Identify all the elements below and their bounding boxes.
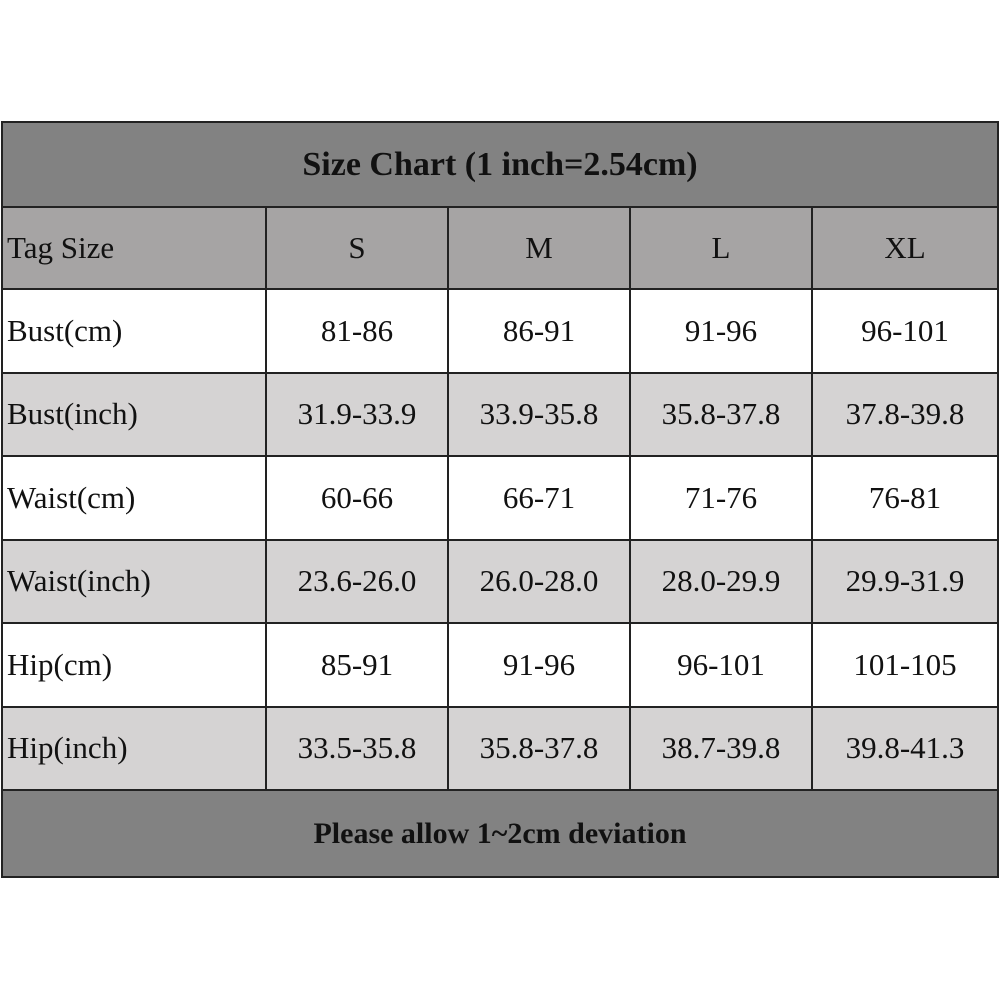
table-cell: 29.9-31.9	[812, 540, 997, 623]
table-cell: 76-81	[812, 456, 997, 539]
header-size-xl: XL	[812, 208, 997, 289]
row-label: Bust(cm)	[3, 289, 266, 372]
table-row	[3, 373, 997, 456]
row-label: Waist(inch)	[3, 540, 266, 623]
table-cell: 86-91	[448, 289, 630, 372]
table-cell: 91-96	[630, 289, 812, 372]
row-label: Waist(cm)	[3, 456, 266, 539]
table-cell: 33.9-35.8	[448, 373, 630, 456]
table-cell: 101-105	[812, 623, 997, 706]
header-row	[3, 208, 997, 289]
table-cell: 39.8-41.3	[812, 707, 997, 790]
table-cell: 33.5-35.8	[266, 707, 448, 790]
table-cell: 60-66	[266, 456, 448, 539]
table-cell: 23.6-26.0	[266, 540, 448, 623]
table-row	[3, 540, 997, 623]
table-cell: 66-71	[448, 456, 630, 539]
table-cell: 26.0-28.0	[448, 540, 630, 623]
table-row	[3, 707, 997, 790]
table-row	[3, 623, 997, 706]
header-size-s: S	[266, 208, 448, 289]
table-cell: 38.7-39.8	[630, 707, 812, 790]
table-cell: 71-76	[630, 456, 812, 539]
table-cell: 35.8-37.8	[630, 373, 812, 456]
row-label: Hip(cm)	[3, 623, 266, 706]
table-cell: 37.8-39.8	[812, 373, 997, 456]
table-cell: 96-101	[630, 623, 812, 706]
row-label: Bust(inch)	[3, 373, 266, 456]
header-label: Tag Size	[3, 208, 266, 289]
size-table	[3, 208, 997, 791]
table-cell: 28.0-29.9	[630, 540, 812, 623]
deviation-note: Please allow 1~2cm deviation	[3, 791, 997, 876]
table-cell: 96-101	[812, 289, 997, 372]
chart-title: Size Chart (1 inch=2.54cm)	[3, 123, 997, 208]
table-cell: 35.8-37.8	[448, 707, 630, 790]
table-row	[3, 289, 997, 372]
table-cell: 85-91	[266, 623, 448, 706]
header-size-m: M	[448, 208, 630, 289]
table-cell: 31.9-33.9	[266, 373, 448, 456]
size-chart	[1, 121, 999, 878]
table-cell: 91-96	[448, 623, 630, 706]
table-cell: 81-86	[266, 289, 448, 372]
table-row	[3, 456, 997, 539]
header-size-l: L	[630, 208, 812, 289]
row-label: Hip(inch)	[3, 707, 266, 790]
